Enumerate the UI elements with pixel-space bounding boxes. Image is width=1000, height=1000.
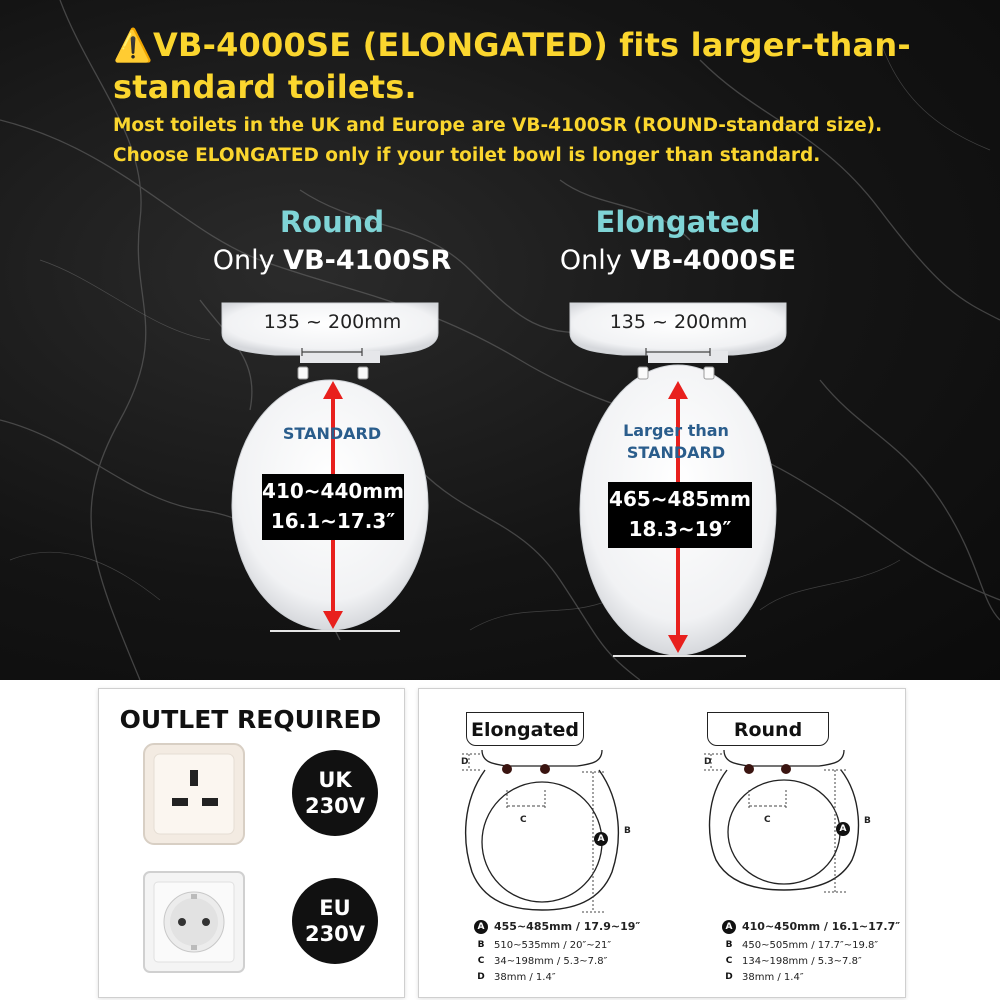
elongated-length-mm: 465~485mm <box>609 487 751 511</box>
headline-line-2: standard toilets. <box>113 68 417 106</box>
uk-voltage: 230V <box>304 794 366 818</box>
headline-line-1: VB-4000SE (ELONGATED) fits larger-than- <box>153 26 911 64</box>
spec-value: 134~198mm / 5.3~7.8″ <box>742 956 862 967</box>
elongated-seat-illustration <box>558 295 798 665</box>
elongated-spec-a <box>474 920 640 934</box>
round-spec-d <box>722 970 804 984</box>
uk-label: UK <box>318 768 352 792</box>
round-diagram-tag: Round <box>707 712 829 746</box>
spec-value: 455~485mm / 17.9~19″ <box>494 920 641 933</box>
spec-value: 510~535mm / 20″~21″ <box>494 940 612 951</box>
round-length-in: 16.1~17.3″ <box>270 509 396 533</box>
elongated-model-number: VB-4000SE <box>630 245 797 276</box>
round-letter-c: C <box>764 815 771 825</box>
elongated-letter-b: B <box>624 826 631 836</box>
round-letter-b: B <box>864 816 871 826</box>
uk-voltage-badge <box>292 750 378 836</box>
eu-socket-icon <box>140 868 250 978</box>
elongated-only-text: Only <box>559 245 631 276</box>
spec-key-c: C <box>725 956 733 966</box>
round-only-text: Only <box>212 245 284 276</box>
headline <box>113 24 933 108</box>
elongated-length-in: 18.3~19″ <box>628 517 732 541</box>
subline-1: Most toilets in the UK and Europe are VB-4100SR (ROUND-standard size). <box>113 115 883 136</box>
warning-icon: ⚠️ <box>113 26 154 64</box>
elongated-larger-line-2: STANDARD <box>626 443 726 462</box>
round-type-name: Round <box>279 205 385 239</box>
elongated-diagram-tag: Elongated <box>466 712 584 746</box>
spec-key-a: A <box>722 920 736 934</box>
round-letter-d: D <box>704 757 712 767</box>
round-spec-c <box>722 954 862 968</box>
spec-key-a: A <box>474 920 488 934</box>
outlet-title: OUTLET REQUIRED <box>119 705 382 734</box>
spec-value: 410~450mm / 16.1~17.7″ <box>742 920 901 933</box>
elongated-model <box>528 245 828 276</box>
elongated-spec-b <box>474 938 611 952</box>
round-width-label: 135 ~ 200mm <box>263 311 402 333</box>
elongated-letter-a: A <box>594 832 608 846</box>
round-letter-a: A <box>836 822 850 836</box>
elongated-dimension-diagram <box>452 742 632 922</box>
spec-key-d: D <box>725 972 733 982</box>
round-standard-label: STANDARD <box>282 424 382 443</box>
eu-voltage-badge <box>292 878 378 964</box>
spec-key-c: C <box>477 956 485 966</box>
elongated-type-name: Elongated <box>595 205 761 239</box>
elongated-spec-c <box>474 954 607 968</box>
uk-socket-icon <box>140 740 250 850</box>
eu-label: EU <box>319 896 351 920</box>
elongated-letter-d: D <box>461 757 469 767</box>
round-spec-a <box>722 920 900 934</box>
elongated-spec-d <box>474 970 556 984</box>
elongated-larger-line-1: Larger than <box>623 421 729 440</box>
elongated-length-box <box>608 482 752 548</box>
spec-value: 450~505mm / 17.7″~19.8″ <box>742 940 879 951</box>
spec-key-b: B <box>725 940 733 950</box>
spec-value: 38mm / 1.4″ <box>494 972 556 983</box>
spec-key-b: B <box>477 940 485 950</box>
round-seat-illustration <box>210 295 450 640</box>
round-model-number: VB-4100SR <box>283 245 452 276</box>
eu-voltage: 230V <box>304 922 366 946</box>
round-spec-b <box>722 938 878 952</box>
spec-value: 34~198mm / 5.3~7.8″ <box>494 956 608 967</box>
elongated-width-label: 135 ~ 200mm <box>609 311 748 333</box>
round-model <box>182 245 482 276</box>
elongated-letter-c: C <box>520 815 527 825</box>
round-length-mm: 410~440mm <box>262 479 404 503</box>
round-length-box <box>262 474 404 540</box>
subline-2: Choose ELONGATED only if your toilet bowl is longer than standard. <box>113 145 821 166</box>
elongated-larger-label <box>606 420 746 464</box>
spec-value: 38mm / 1.4″ <box>742 972 804 983</box>
spec-key-d: D <box>477 972 485 982</box>
